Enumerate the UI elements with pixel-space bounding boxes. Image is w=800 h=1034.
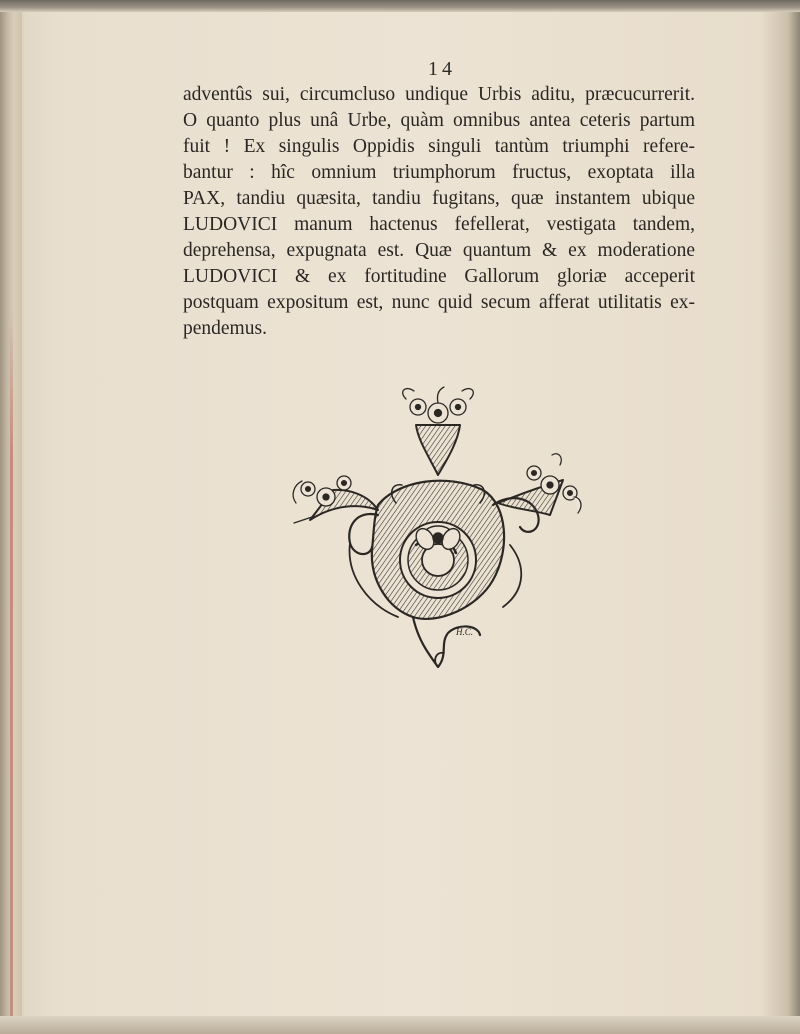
text-line: O quanto plus unâ Urbe, quàm omnibus antea ceteris partum <box>183 110 695 131</box>
page-top-edge <box>0 0 800 12</box>
binding-edge <box>0 12 22 1034</box>
text-line: bantur : hîc omnium triumphorum fructus, exoptata illa <box>183 162 695 183</box>
rococo-fleuron-with-cornucopias-icon <box>288 385 588 685</box>
body-text <box>183 82 695 342</box>
text-line: postquam expositum est, nunc quid secum afferat utilitatis ex- <box>183 292 695 313</box>
text-line: PAX, tandiu quæsita, tandiu fugitans, quæ instantem ubique <box>183 188 695 209</box>
text-line: pendemus. <box>183 318 267 339</box>
text-line: fuit ! Ex singulis Oppidis singuli tantùm triumphi refere- <box>183 136 695 157</box>
text-line: LUDOVICI manum hactenus fefellerat, vestigata tandem, <box>183 214 695 235</box>
text-line: adventûs sui, circumcluso undique Urbis aditu, præcucurrerit. <box>183 84 695 105</box>
page-number: 14 <box>428 58 456 80</box>
page-right-edge <box>788 12 800 1034</box>
engraver-signature: H.C. <box>456 627 474 637</box>
text-line: deprehensa, expugnata est. Quæ quantum & ex moderatione <box>183 240 695 261</box>
page-bottom-edge <box>0 1016 800 1034</box>
text-line: LUDOVICI & ex fortitudine Gallorum gloriæ acceperit <box>183 266 695 287</box>
